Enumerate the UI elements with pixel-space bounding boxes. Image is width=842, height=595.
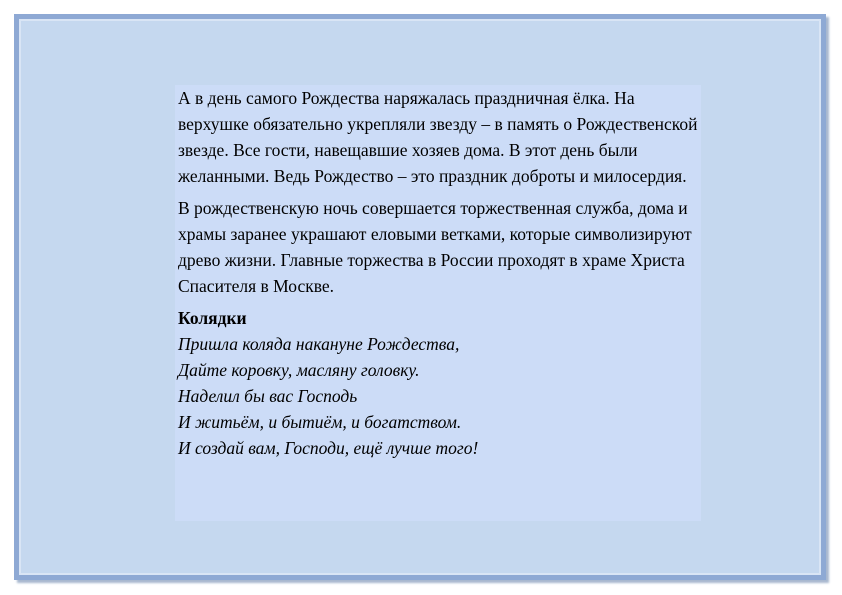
paragraph-christmas-night: В рождественскую ночь совершается торжественная служба, дома и храмы заранее украшают еловыми ветками, которые символизируют древо жизни. Главные торжества в России проходят в храме Христа Спасителя в Москве. bbox=[178, 198, 692, 296]
carols-heading: Колядки bbox=[178, 308, 247, 328]
carol-line: И житьём, и бытиём, и богатством. bbox=[178, 412, 462, 432]
carol-line: Дайте коровку, масляну головку. bbox=[178, 360, 420, 380]
text-block bbox=[175, 85, 701, 521]
carol-line: И создай вам, Господи, ещё лучше того! bbox=[178, 438, 479, 458]
paragraph-christmas-tree: А в день самого Рождества наряжалась праздничная ёлка. На верхушке обязательно укрепляли звезду – в память о Рождественской звезде. Все гости, навещавшие хозяев дома. В этот день были желанными. Ведь Рождество – это праздник доброты и милосердия. bbox=[178, 88, 698, 186]
carol-line: Наделил бы вас Господь bbox=[178, 386, 358, 406]
carol-line: Пришла коляда накануне Рождества, bbox=[178, 334, 460, 354]
